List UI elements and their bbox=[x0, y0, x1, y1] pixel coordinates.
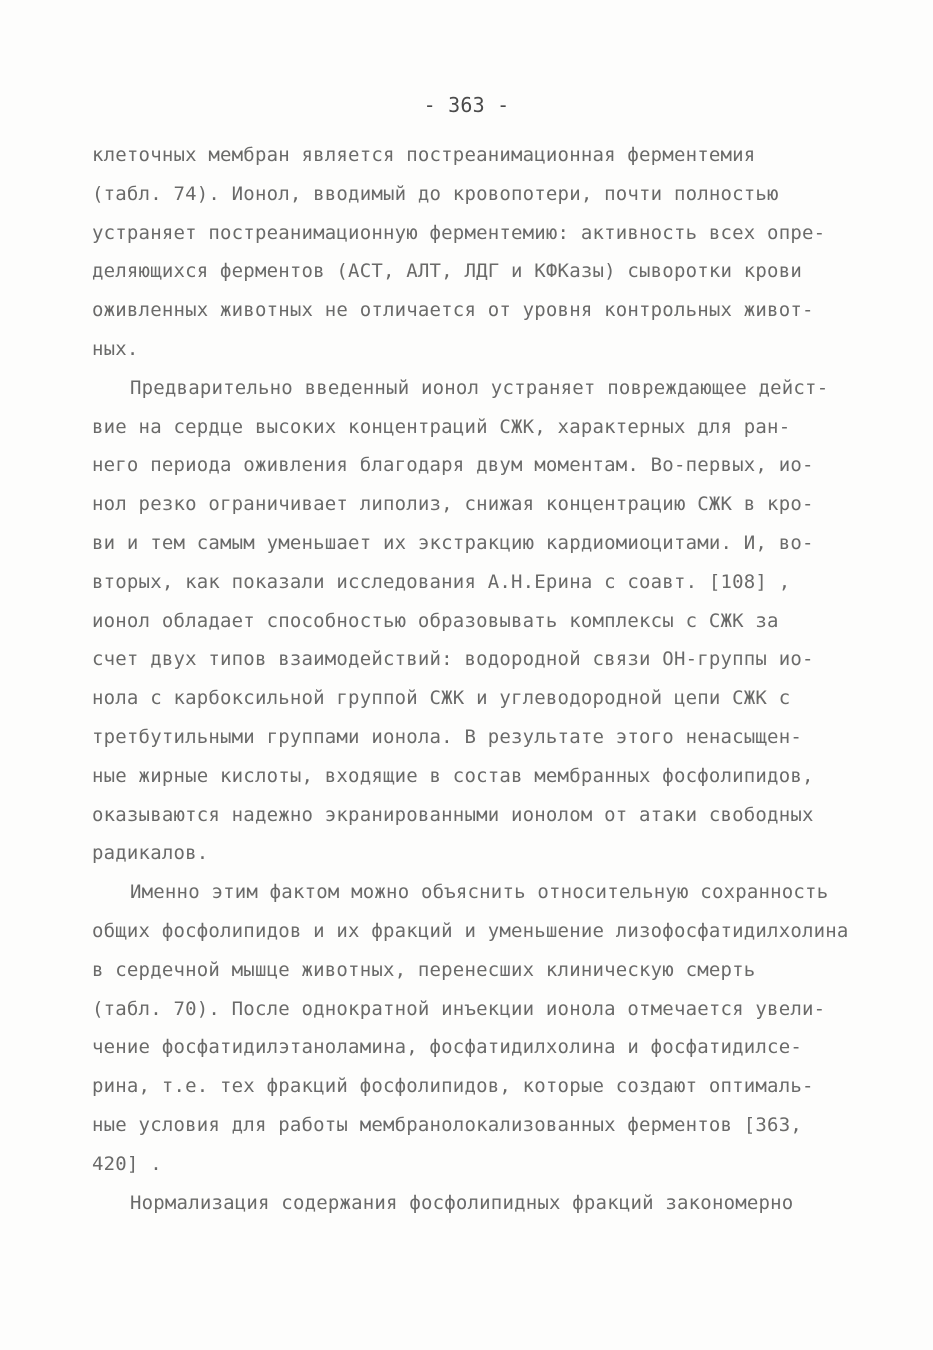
paragraph-start-line: Именно этим фактом можно объяснить относительную сохранность bbox=[130, 881, 829, 904]
paragraph-start-line: Предварительно введенный ионол устраняет повреждающее дейст- bbox=[130, 376, 829, 399]
text-line: общих фосфолипидов и их фракций и уменьшение лизофосфатидилхолина bbox=[92, 919, 849, 942]
text-body bbox=[92, 136, 872, 1222]
paragraph-start-line: Нормализация содержания фосфолипидных фракций закономерно bbox=[130, 1191, 794, 1214]
text-line: счет двух типов взаимодействий: водородной связи ОН-группы ио- bbox=[92, 648, 814, 671]
text-line: нола с карбоксильной группой СЖК и углеводородной цепи СЖК с bbox=[92, 687, 791, 710]
text-line: ионол обладает способностью образовывать комплексы с СЖК за bbox=[92, 609, 779, 632]
text-line: ные условия для работы мембранолокализованных ферментов [363, bbox=[92, 1113, 802, 1136]
text-line: радикалов. bbox=[92, 842, 209, 865]
text-line: рина, т.е. тех фракций фосфолипидов, которые создают оптималь- bbox=[92, 1075, 814, 1098]
text-line: ные жирные кислоты, входящие в состав мембранных фосфолипидов, bbox=[92, 764, 814, 787]
text-line: него периода оживления благодаря двум моментам. Во-первых, ио- bbox=[92, 454, 814, 477]
text-line: ви и тем самым уменьшает их экстракцию кардиомиоцитами. И, во- bbox=[92, 531, 814, 554]
text-line: деляющихся ферментов (АСТ, АЛТ, ЛДГ и КФКазы) сыворотки крови bbox=[92, 260, 802, 283]
text-line: устраняет постреанимационную ферментемию: активность всех опре- bbox=[92, 221, 826, 244]
text-line: 420] . bbox=[92, 1152, 162, 1175]
text-line: (табл. 74). Ионол, вводимый до кровопотери, почти полностью bbox=[92, 182, 779, 205]
page-number: - 363 - bbox=[423, 93, 510, 117]
text-line: третбутильными группами ионола. В результате этого ненасыщен- bbox=[92, 725, 802, 748]
text-line: в сердечной мышце животных, перенесших клиническую смерть bbox=[92, 958, 756, 981]
text-line: вторых, как показали исследования А.Н.Ерина с соавт. [108] , bbox=[92, 570, 791, 593]
text-line: чение фосфатидилэтаноламина, фосфатидилхолина и фосфатидилсе- bbox=[92, 1036, 802, 1059]
text-line: клеточных мембран является постреанимационная ферментемия bbox=[92, 144, 756, 166]
text-line: нол резко ограничивает липолиз, снижая концентрацию СЖК в кро- bbox=[92, 493, 814, 516]
text-line: (табл. 70). После однократной инъекции ионола отмечается увели- bbox=[92, 997, 826, 1020]
text-line: ных. bbox=[92, 337, 139, 360]
text-line: оживленных животных не отличается от уровня контрольных живот- bbox=[92, 299, 814, 322]
text-line: вие на сердце высоких концентраций СЖК, характерных для ран- bbox=[92, 415, 791, 438]
text-line: оказываются надежно экранированными ионолом от атаки свободных bbox=[92, 803, 814, 826]
